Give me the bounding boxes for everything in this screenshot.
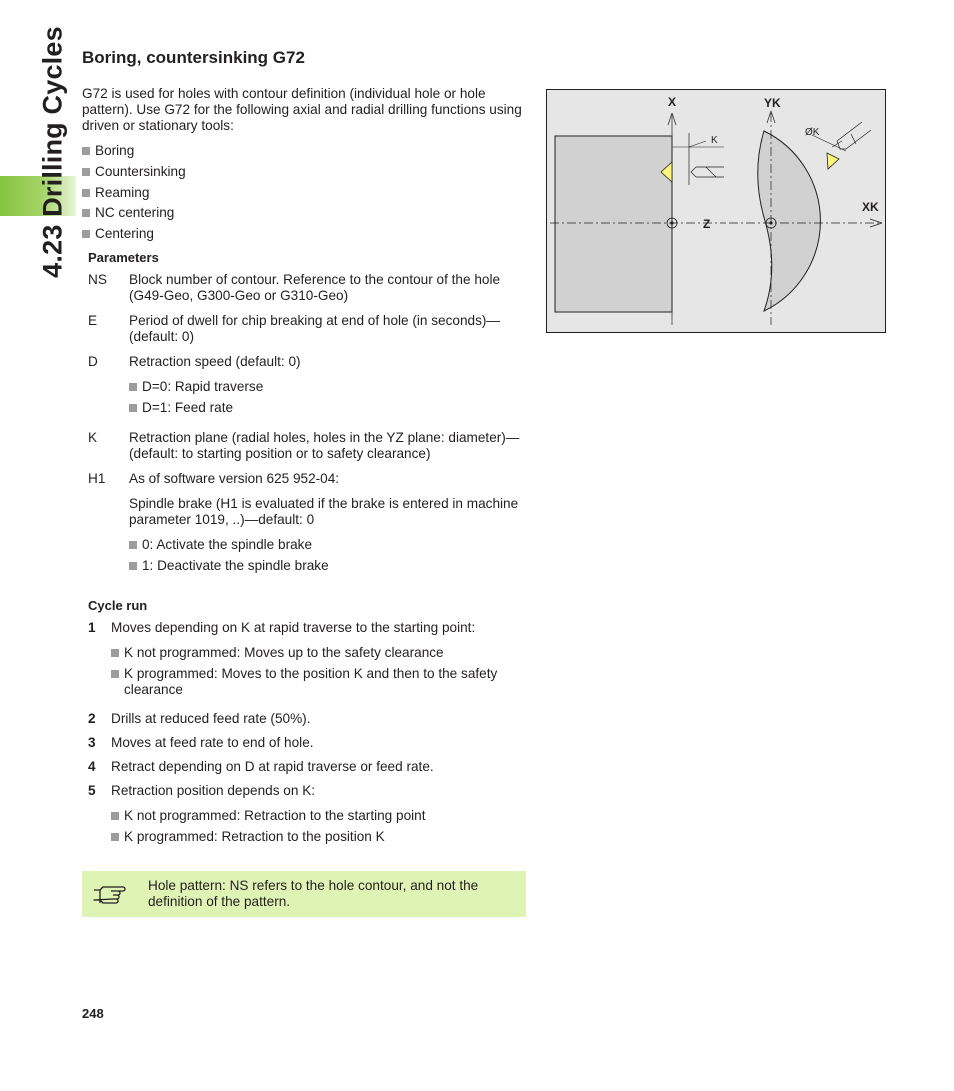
list-item: K not programmed: Retraction to the starting point <box>111 808 522 824</box>
parameters-heading: Parameters <box>88 250 159 266</box>
cycle-step-list <box>88 620 522 849</box>
parameter-key: NS <box>88 272 107 288</box>
parameter-desc: Period of dwell for chip breaking at end of hole (in seconds)—(default: 0) <box>129 313 501 345</box>
list-item: Reaming <box>82 185 522 201</box>
bullet-square-icon <box>111 649 119 657</box>
list-item: K programmed: Moves to the position K and then to the safety clearance <box>111 666 522 698</box>
parameter-list <box>88 272 522 578</box>
section-heading: Boring, countersinking G72 <box>82 48 305 67</box>
bullet-square-icon <box>82 230 90 238</box>
label-z: Z <box>703 217 711 231</box>
bullet-square-icon <box>129 541 137 549</box>
parameter-key: K <box>88 429 98 445</box>
bullet-square-icon <box>82 168 90 176</box>
bullet-square-icon <box>129 404 137 412</box>
step-text: Retract depending on D at rapid traverse or feed rate. <box>111 758 434 774</box>
origin-dot <box>670 221 673 224</box>
parameter-key: D <box>88 354 98 370</box>
note-text: Hole pattern: NS refers to the hole contour, and not the definition of the pattern. <box>148 878 479 909</box>
cycle-step <box>88 759 522 775</box>
cycle-step <box>88 620 522 703</box>
pointing-hand-icon <box>92 881 128 907</box>
list-item: 0: Activate the spindle brake <box>129 537 522 553</box>
parameter-row <box>88 272 522 304</box>
cycle-run-heading: Cycle run <box>88 598 148 614</box>
list-item: NC centering <box>82 205 522 221</box>
bullet-square-icon <box>82 147 90 155</box>
bullet-square-icon <box>129 562 137 570</box>
list-item: K programmed: Retraction to the position K <box>111 829 522 845</box>
label-k: K <box>711 135 718 146</box>
function-list <box>82 143 522 242</box>
list-item: D=0: Rapid traverse <box>129 379 522 395</box>
parameter-key: H1 <box>88 470 106 486</box>
intro-paragraph: G72 is used for holes with contour definition (individual hole or hole pattern). Use G72 for the following axial and radial drilling functions using driven or stationary tools: <box>82 86 522 133</box>
bullet-square-icon <box>111 670 119 678</box>
parameter-desc-detail: Spindle brake (H1 is evaluated if the brake is entered in machine parameter 1019, ..)—default: 0 <box>129 495 519 527</box>
parameter-row <box>88 354 522 421</box>
step-number: 1 <box>88 620 96 636</box>
main-content <box>82 86 522 858</box>
option-list <box>111 645 522 698</box>
step-text: Drills at reduced feed rate (50%). <box>111 710 311 726</box>
option-list <box>129 379 522 416</box>
label-xk: XK <box>862 200 879 214</box>
cycle-step <box>88 783 522 850</box>
parameter-desc: As of software version 625 952-04: <box>129 470 340 486</box>
parameter-row <box>88 430 522 462</box>
list-item: K not programmed: Moves up to the safety clearance <box>111 645 522 661</box>
origin-round-dot <box>769 221 772 224</box>
parameter-row <box>88 313 522 345</box>
parameter-row <box>88 471 522 579</box>
parameter-key: E <box>88 313 98 329</box>
parameter-desc: Block number of contour. Reference to the contour of the hole (G49-Geo, G300-Geo or G310-Geo) <box>129 272 501 304</box>
bullet-square-icon <box>82 209 90 217</box>
list-item: D=1: Feed rate <box>129 400 522 416</box>
note-box <box>82 871 526 917</box>
chapter-title: 4.23 Drilling Cycles <box>37 26 68 278</box>
bullet-square-icon <box>129 383 137 391</box>
bullet-square-icon <box>111 833 119 841</box>
step-text: Retraction position depends on K: <box>111 782 316 798</box>
boring-diagram <box>546 89 886 333</box>
list-item: Boring <box>82 143 522 159</box>
label-yk: YK <box>764 96 781 110</box>
bullet-square-icon <box>111 812 119 820</box>
list-item: Centering <box>82 226 522 242</box>
step-number: 3 <box>88 734 96 750</box>
bullet-square-icon <box>82 189 90 197</box>
cycle-step <box>88 735 522 751</box>
step-number: 2 <box>88 710 96 726</box>
list-item: 1: Deactivate the spindle brake <box>129 558 522 574</box>
step-text: Moves at feed rate to end of hole. <box>111 734 314 750</box>
parameter-desc: Retraction plane (radial holes, holes in the YZ plane: diameter)—(default: to starting position or to safety clearance) <box>129 429 520 461</box>
step-number: 4 <box>88 758 96 774</box>
workpiece-section <box>555 136 672 312</box>
option-list <box>129 537 522 574</box>
step-number: 5 <box>88 782 96 798</box>
cycle-step <box>88 711 522 727</box>
label-x: X <box>668 95 677 109</box>
parameter-desc: Retraction speed (default: 0) <box>129 354 301 370</box>
option-list <box>111 808 522 845</box>
label-diam-k: ØK <box>805 127 820 138</box>
page-number: 248 <box>82 1006 104 1021</box>
list-item: Countersinking <box>82 164 522 180</box>
step-text: Moves depending on K at rapid traverse to the starting point: <box>111 620 476 636</box>
